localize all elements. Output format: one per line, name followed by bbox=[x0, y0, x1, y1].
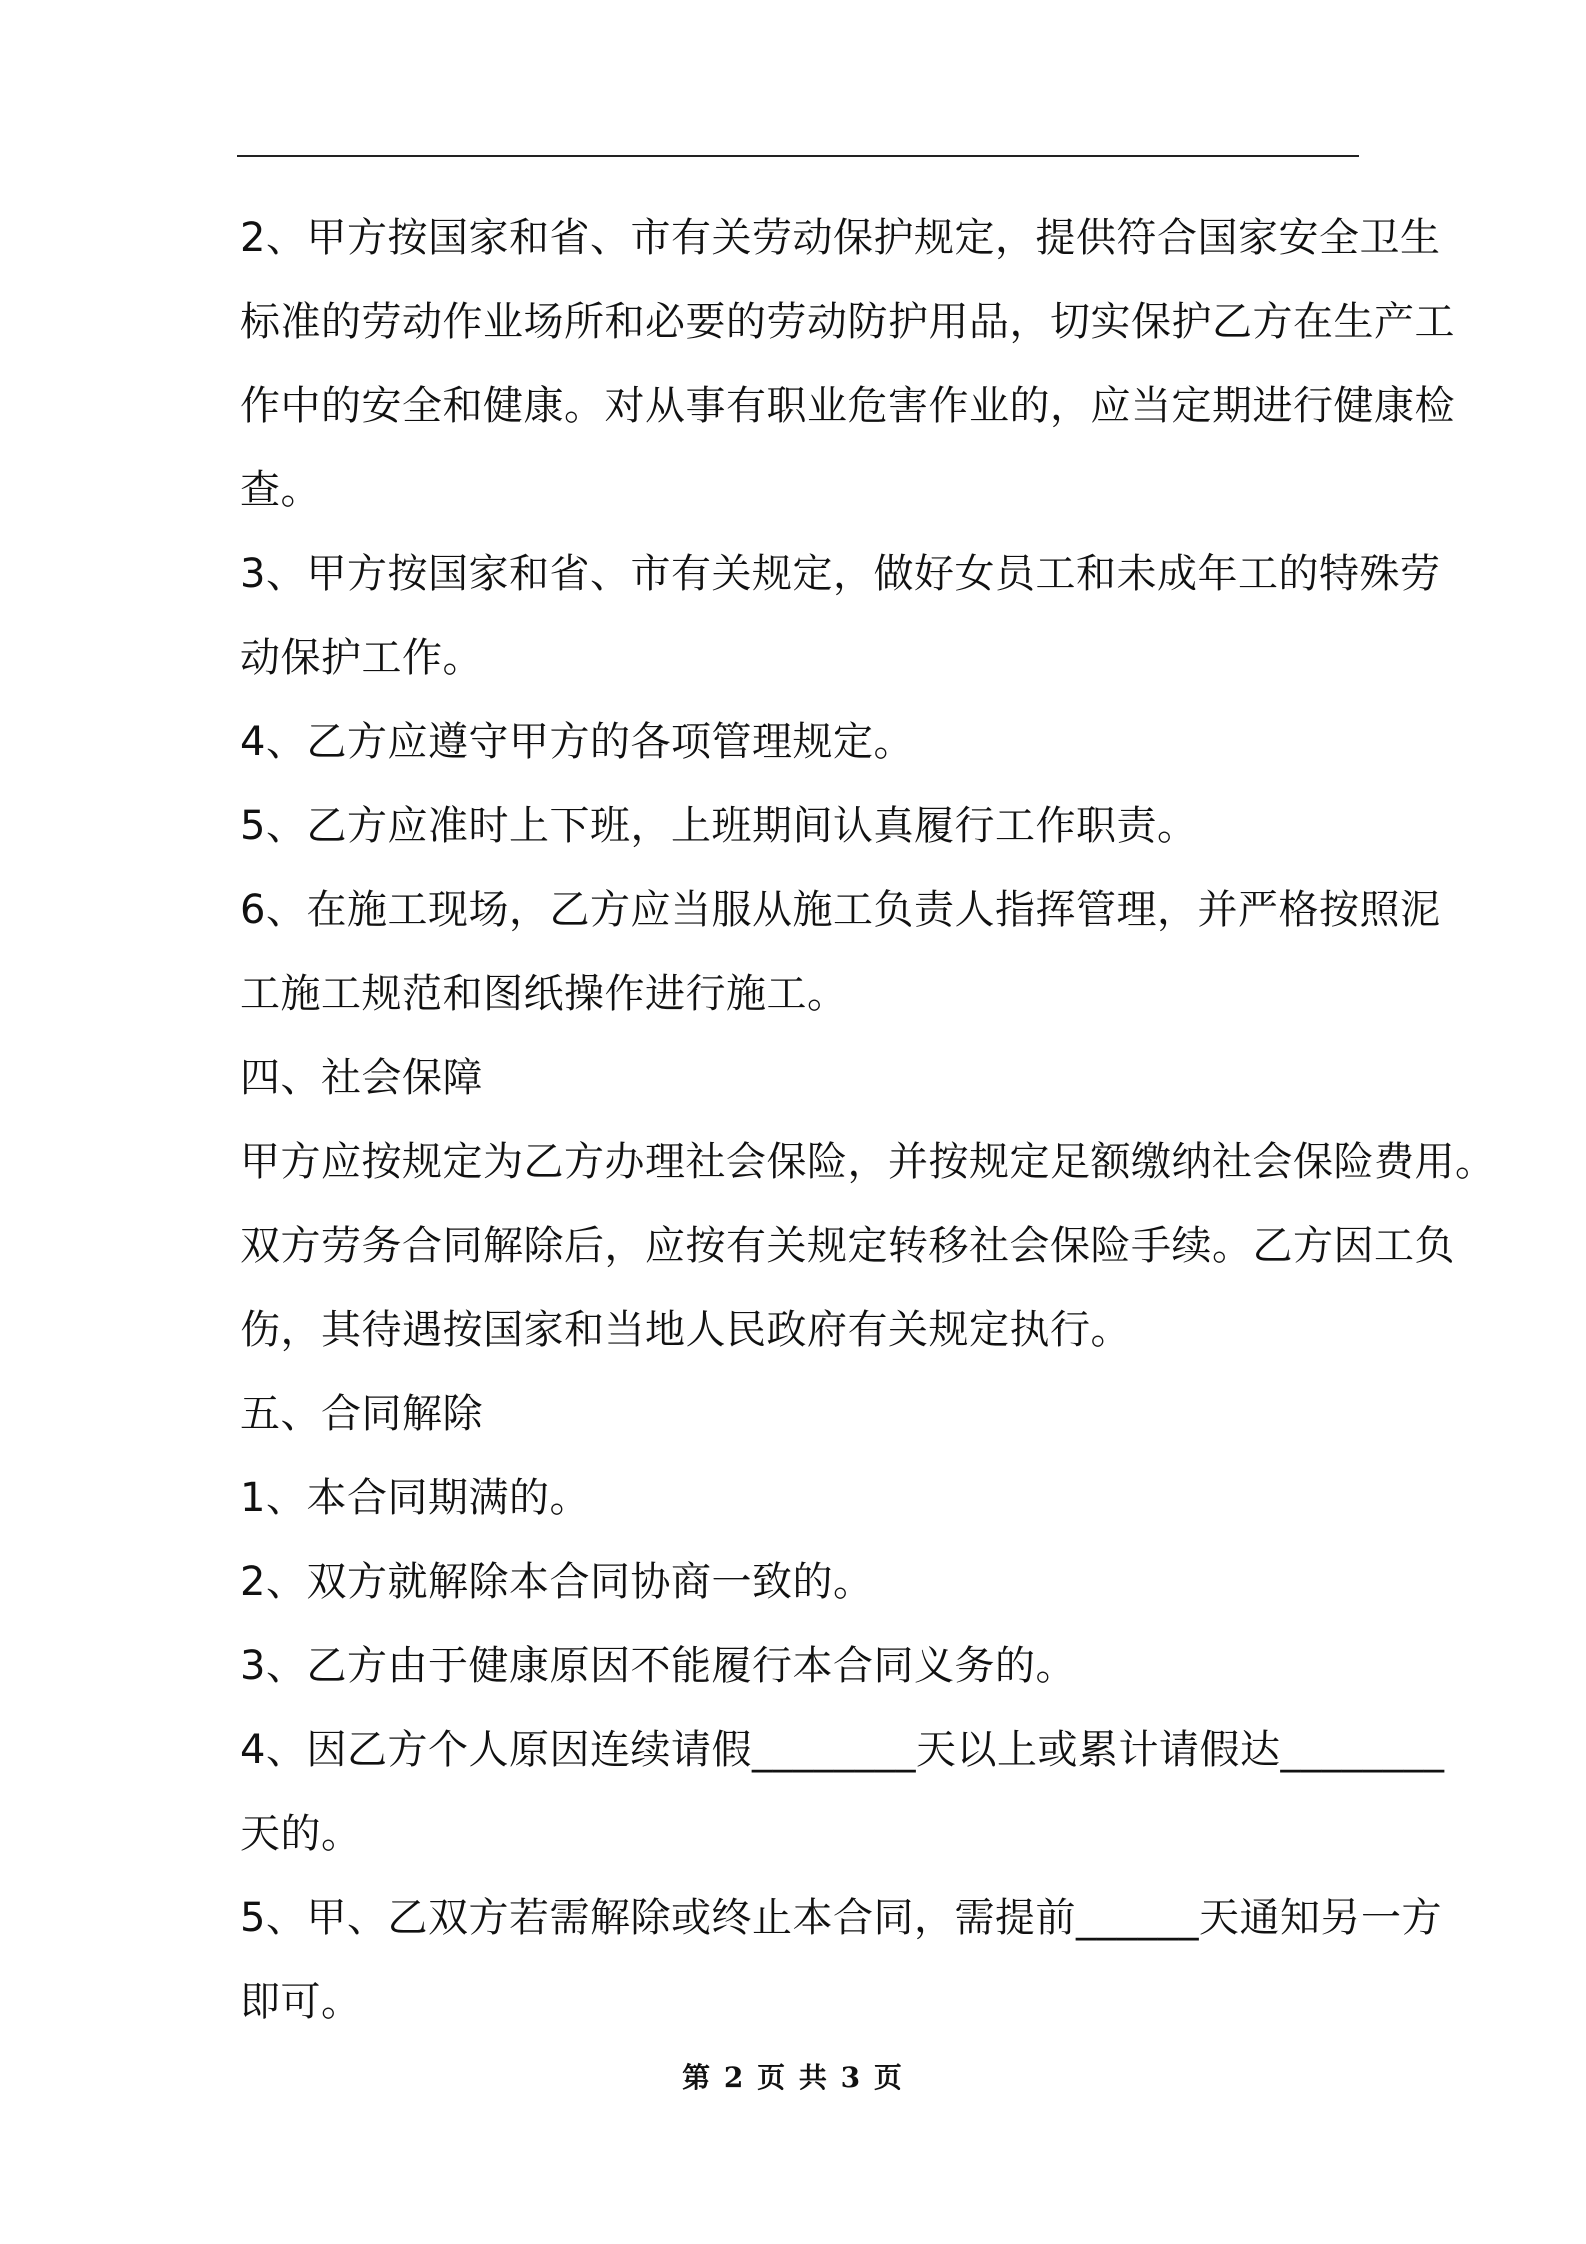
text-line: 3、甲方按国家和省、市有关规定，做好女员工和未成年工的特殊劳 bbox=[240, 551, 1441, 597]
section-heading: 四、社会保障 bbox=[240, 1055, 483, 1101]
section-heading: 五、合同解除 bbox=[240, 1391, 483, 1437]
text-line: 双方劳务合同解除后，应按有关规定转移社会保险手续。乙方因工负 bbox=[240, 1223, 1455, 1269]
text-line: 1、本合同期满的。 bbox=[240, 1475, 590, 1521]
text-line: 查。 bbox=[240, 467, 321, 513]
text-line: 6、在施工现场，乙方应当服从施工负责人指挥管理，并严格按照泥 bbox=[240, 887, 1441, 933]
text-line: 4、因乙方个人原因连续请假________天以上或累计请假达________ bbox=[240, 1727, 1445, 1773]
document-body bbox=[240, 196, 1496, 2044]
text-line: 伤，其待遇按国家和当地人民政府有关规定执行。 bbox=[240, 1307, 1131, 1353]
text-line: 4、乙方应遵守甲方的各项管理规定。 bbox=[240, 719, 914, 765]
text-line: 2、甲方按国家和省、市有关劳动保护规定，提供符合国家安全卫生 bbox=[240, 215, 1441, 261]
text-line: 作中的安全和健康。对从事有职业危害作业的，应当定期进行健康检 bbox=[240, 383, 1455, 429]
page-number: 第 2 页 共 3 页 bbox=[682, 2061, 904, 2094]
text-line: 2、双方就解除本合同协商一致的。 bbox=[240, 1559, 874, 1605]
text-line: 3、乙方由于健康原因不能履行本合同义务的。 bbox=[240, 1643, 1076, 1689]
text-line: 甲方应按规定为乙方办理社会保险，并按规定足额缴纳社会保险费用。 bbox=[240, 1139, 1496, 1185]
text-line: 动保护工作。 bbox=[240, 635, 483, 681]
text-line: 即可。 bbox=[240, 1979, 362, 2025]
text-line: 天的。 bbox=[240, 1811, 362, 1857]
text-line: 标准的劳动作业场所和必要的劳动防护用品，切实保护乙方在生产工 bbox=[240, 299, 1455, 345]
text-line: 工施工规范和图纸操作进行施工。 bbox=[240, 971, 848, 1017]
text-line: 5、乙方应准时上下班，上班期间认真履行工作职责。 bbox=[240, 803, 1198, 849]
header-divider bbox=[237, 155, 1359, 157]
text-line: 5、甲、乙双方若需解除或终止本合同，需提前______天通知另一方 bbox=[240, 1895, 1442, 1941]
